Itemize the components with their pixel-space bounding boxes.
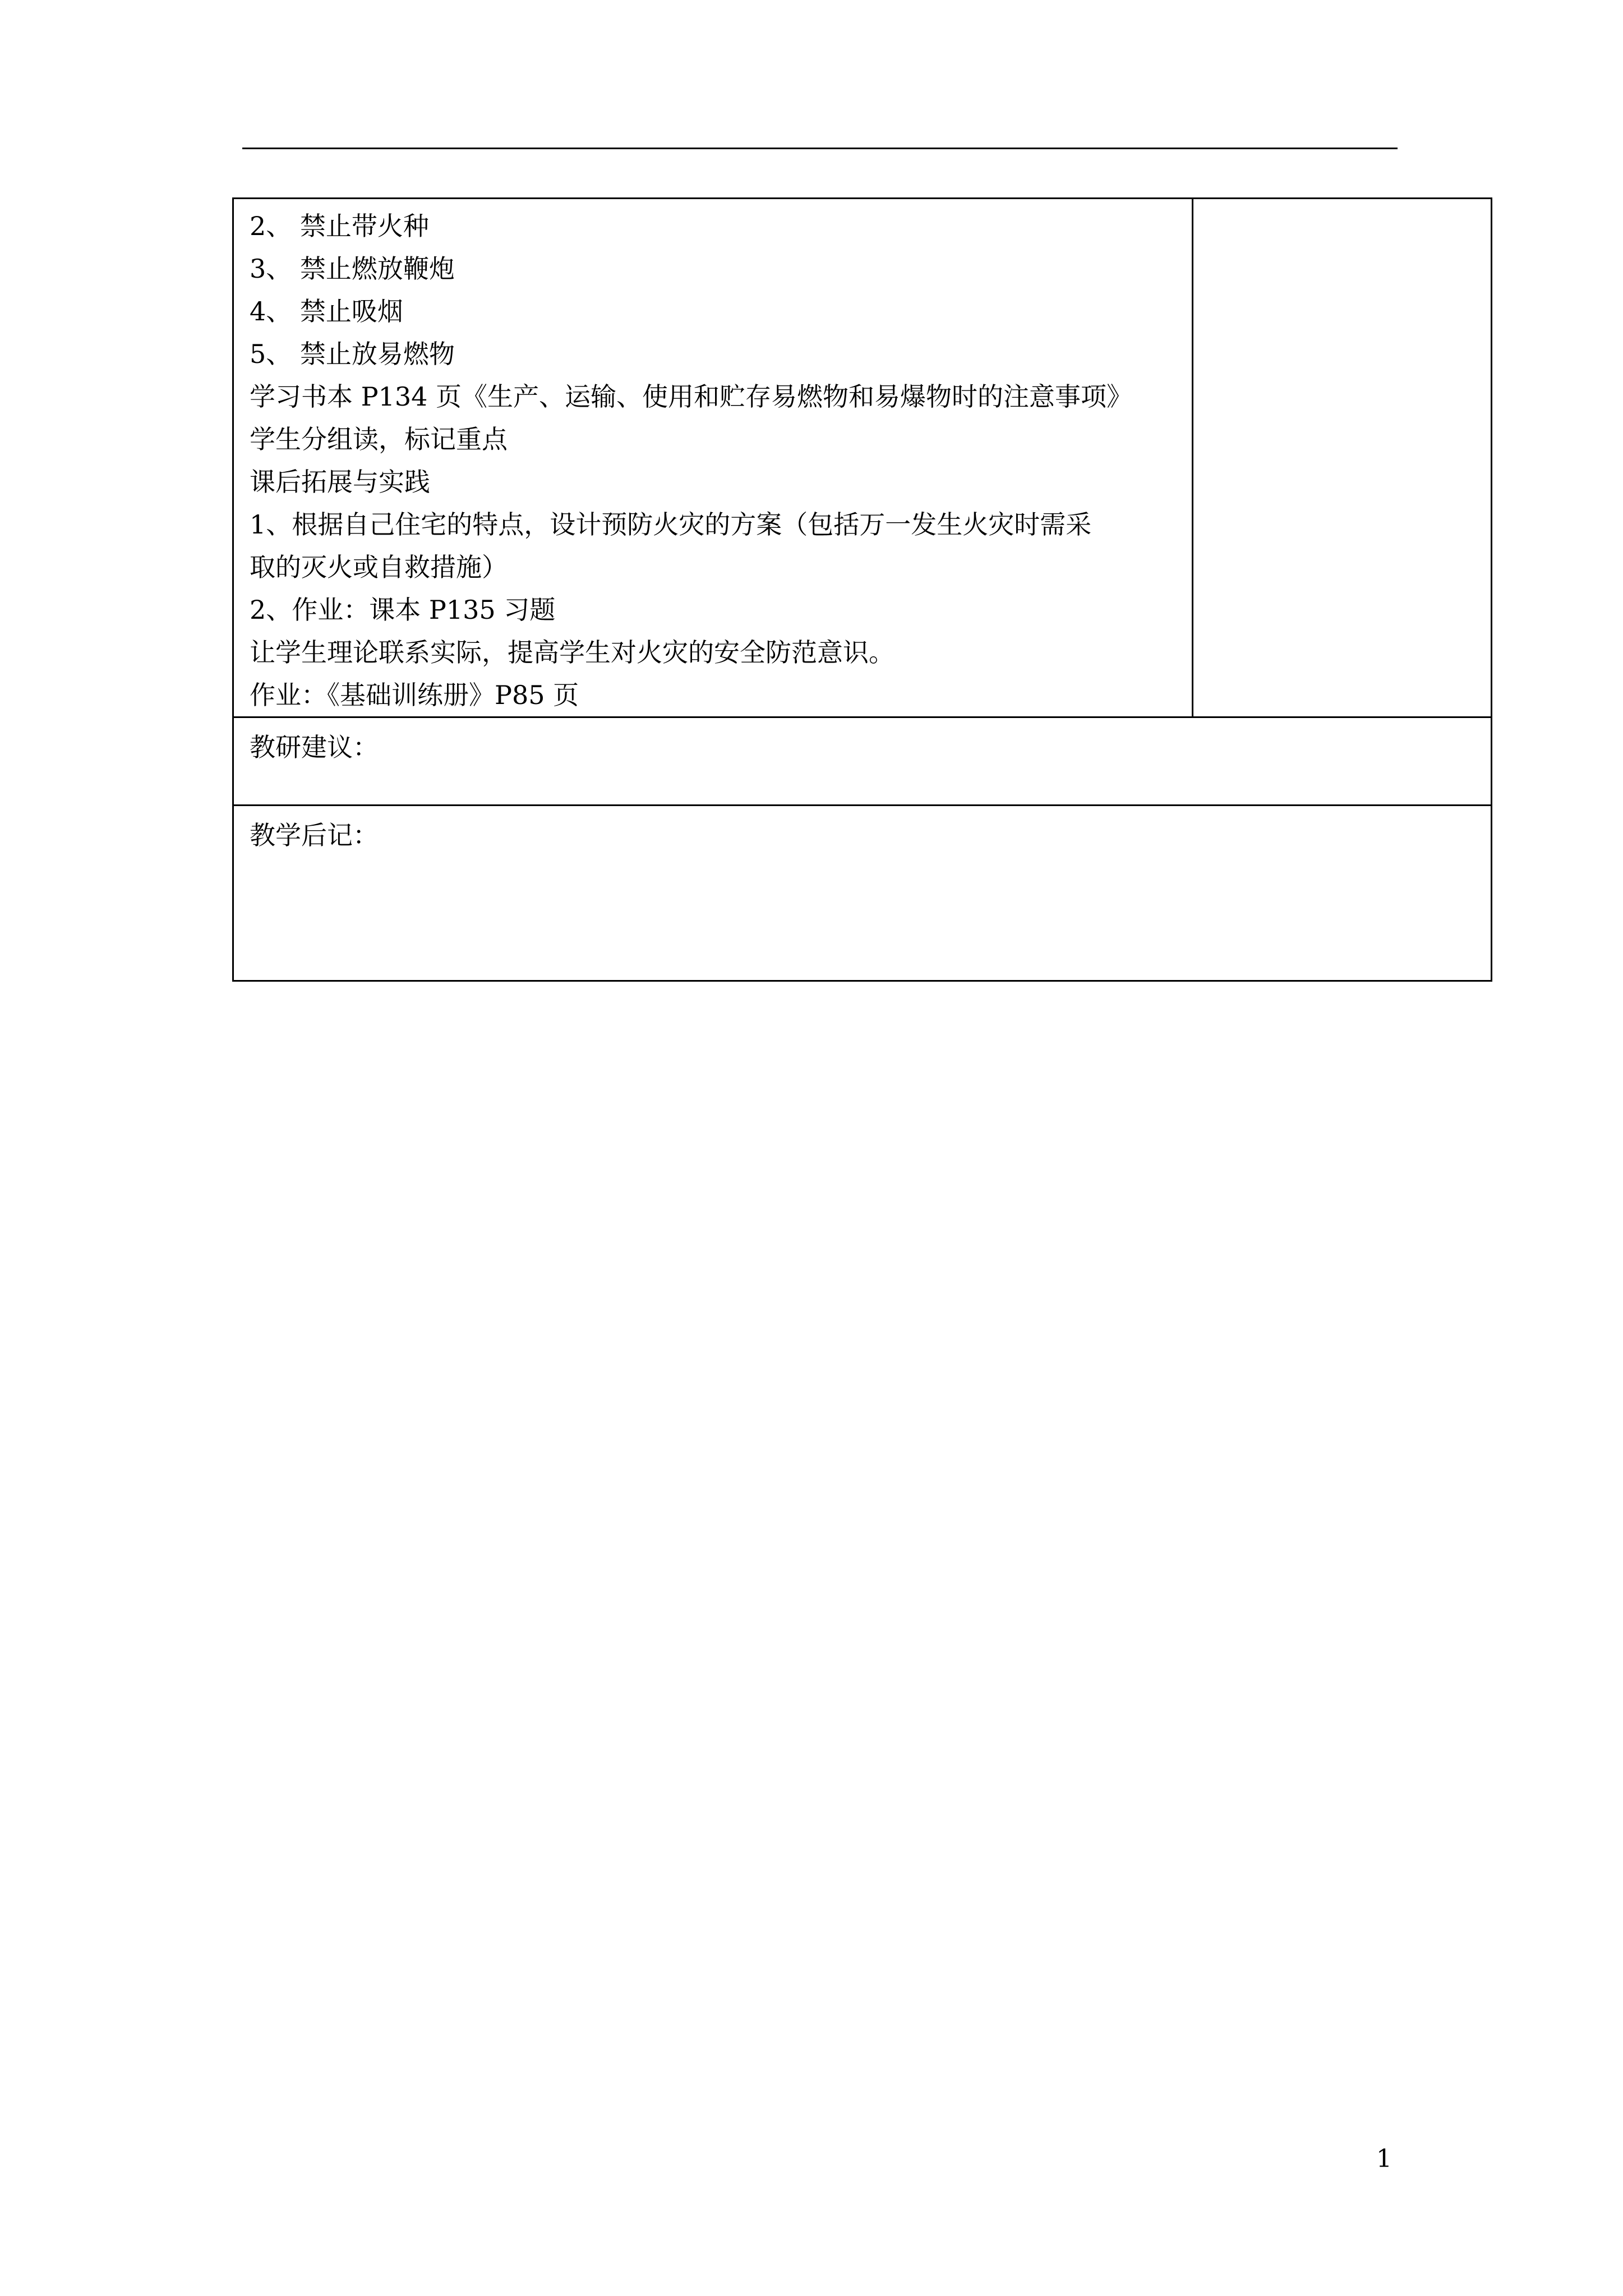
content-line: 4、 禁止吸烟 xyxy=(250,296,403,326)
content-line: 学习书本 P134 页《生产、运输、使用和贮存易燃物和易爆物时的注意事项》 xyxy=(250,381,1132,412)
lesson-content-cell xyxy=(233,199,1193,717)
postscript-cell xyxy=(233,806,1492,981)
content-line: 5、 禁止放易燃物 xyxy=(250,339,455,369)
content-line: 学生分组读，标记重点 xyxy=(250,424,508,454)
research-suggestion-cell xyxy=(233,717,1492,806)
research-suggestion-row xyxy=(233,717,1492,806)
content-line: 课后拓展与实践 xyxy=(250,467,430,497)
content-row xyxy=(233,199,1492,717)
content-line: 2、作业：课本 P135 习题 xyxy=(250,595,556,625)
page-number: 1 xyxy=(1376,2145,1392,2173)
content-line: 3、 禁止燃放鞭炮 xyxy=(250,254,455,284)
postscript-row xyxy=(233,806,1492,981)
research-suggestion-label: 教研建议： xyxy=(250,732,379,762)
lesson-plan-table xyxy=(232,197,1492,982)
content-line: 2、 禁止带火种 xyxy=(250,211,429,241)
header-rule xyxy=(242,148,1398,149)
content-line: 取的灭火或自救措施） xyxy=(250,552,508,582)
postscript-label: 教学后记： xyxy=(250,820,379,850)
side-notes-cell xyxy=(1193,199,1492,717)
content-line: 作业：《基础训练册》P85 页 xyxy=(250,680,579,710)
content-line: 让学生理论联系实际，提高学生对火灾的安全防范意识。 xyxy=(250,637,895,668)
content-line: 1、根据自己住宅的特点，设计预防火灾的方案（包括万一发生火灾时需采 xyxy=(250,509,1092,540)
